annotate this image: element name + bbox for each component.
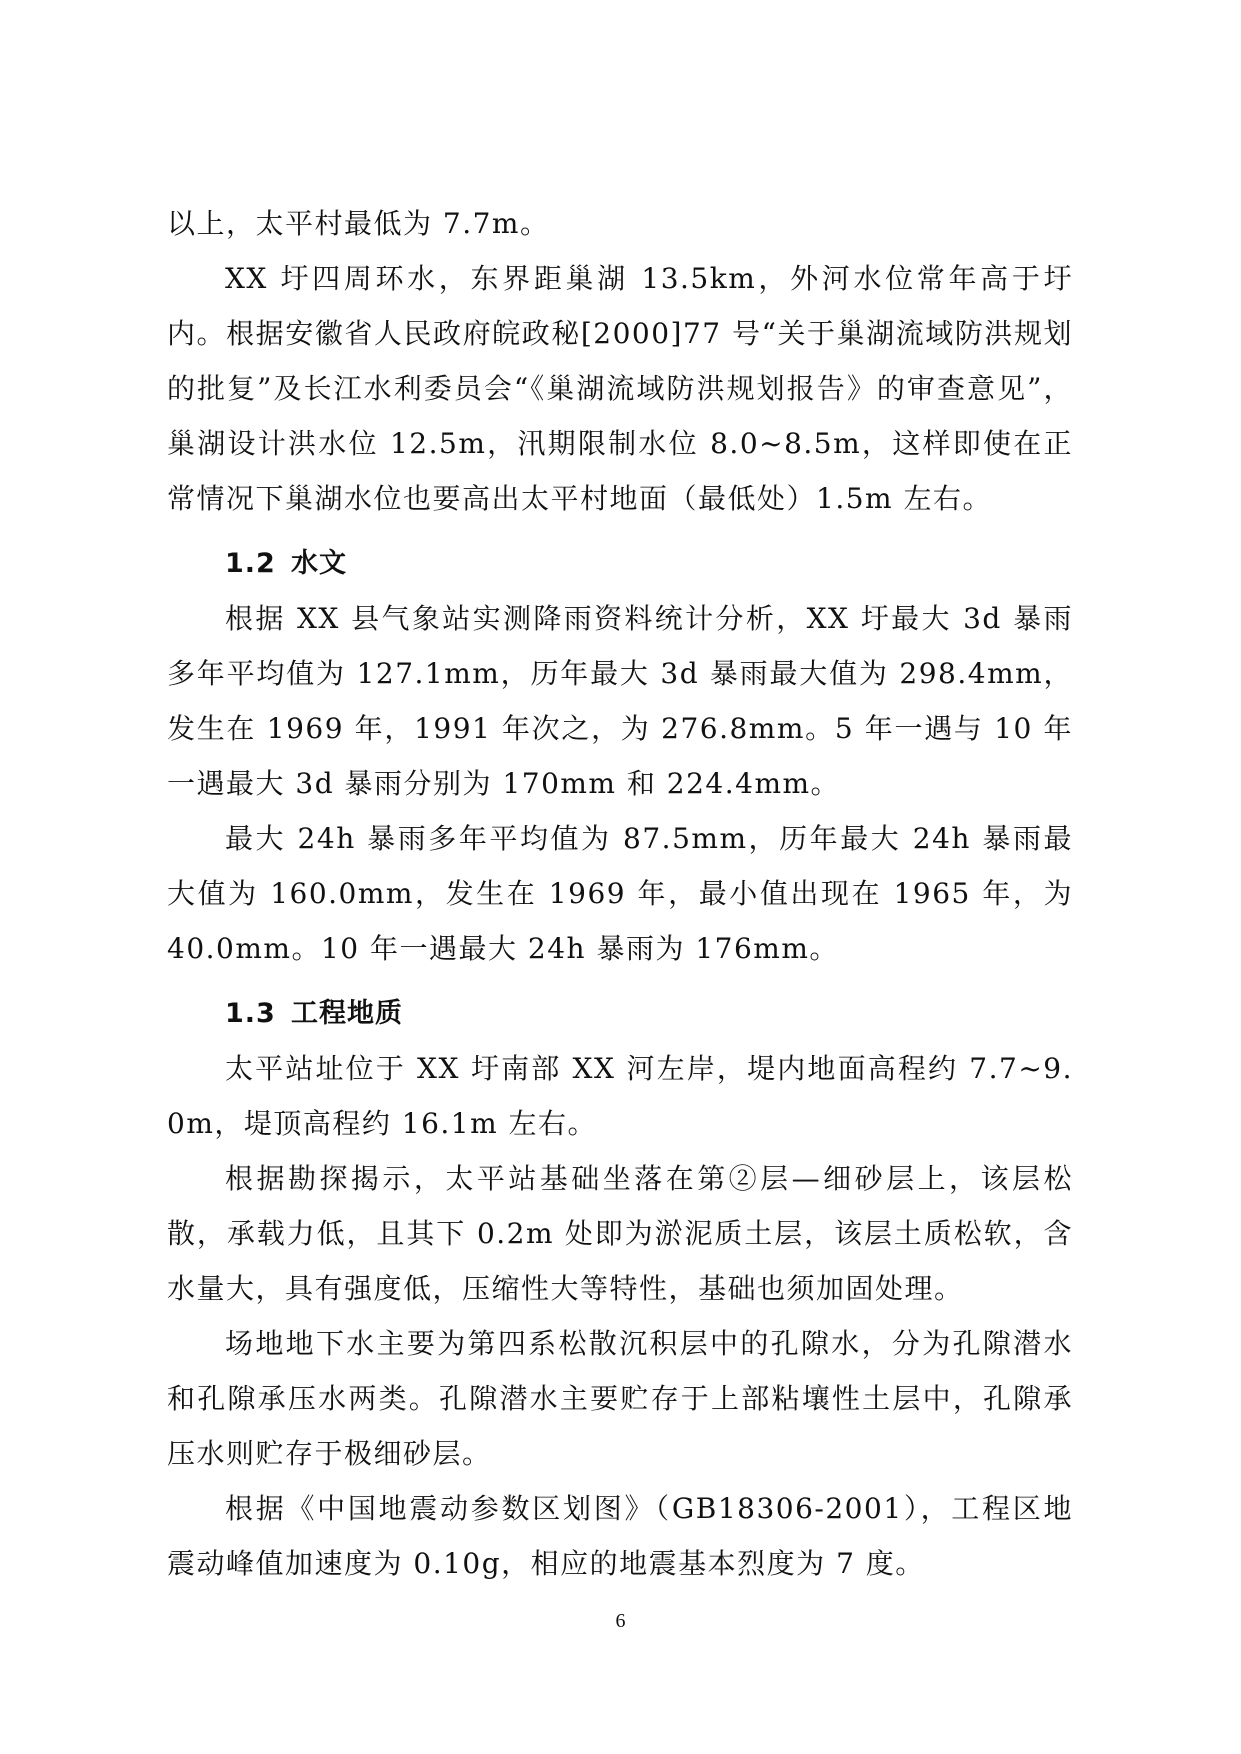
- geology-paragraph: 太平站址位于 XX 圩南部 XX 河左岸，堤内地面高程约 7.7~9.0m，堤顶高程约 16.1m 左右。: [167, 1052, 1073, 1140]
- page-number: 6: [615, 1610, 626, 1632]
- geology-paragraph: 根据《中国地震动参数区划图》（GB18306-2001），工程区地震动峰值加速度为 0.10g，相应的地震基本烈度为 7 度。: [167, 1492, 1073, 1580]
- section-heading-hydrology: [167, 536, 1073, 591]
- section-heading-geology: [167, 986, 1073, 1041]
- geology-paragraph: 场地地下水主要为第四系松散沉积层中的孔隙水，分为孔隙潜水和孔隙承压水两类。孔隙潜水主要贮存于上部粘壤性土层中，孔隙承压水则贮存于极细砂层。: [167, 1327, 1073, 1470]
- hydrology-paragraph: 根据 XX 县气象站实测降雨资料统计分析，XX 圩最大 3d 暴雨多年平均值为 127.1mm，历年最大 3d 暴雨最大值为 298.4mm，发生在 1969 年，1991 年次之，为 276.8mm。5 年一遇与 10 年一遇最大 3d 暴雨分别为 170mm 和 224.4mm。: [167, 602, 1073, 800]
- section-number: 1.3: [225, 998, 276, 1029]
- section-number: 1.2: [225, 548, 276, 579]
- section-title: 工程地质: [291, 998, 403, 1029]
- page-content: [167, 196, 1073, 1591]
- intro-paragraph: XX 圩四周环水，东界距巢湖 13.5km，外河水位常年高于圩内。根据安徽省人民政府皖政秘[2000]77 号“关于巢湖流域防洪规划的批复”及长江水利委员会“《巢湖流域防洪规划报告》的审查意见”，巢湖设计洪水位 12.5m，汛期限制水位 8.0~8.5m，这样即使在正常情况下巢湖水位也要高出太平村地面（最低处）1.5m 左右。: [167, 262, 1073, 515]
- hydrology-paragraph: 最大 24h 暴雨多年平均值为 87.5mm，历年最大 24h 暴雨最大值为 160.0mm，发生在 1969 年，最小值出现在 1965 年，为 40.0mm。10 年一遇最大 24h 暴雨为 176mm。: [167, 822, 1073, 965]
- section-title: 水文: [291, 548, 347, 579]
- geology-paragraph: 根据勘探揭示，太平站基础坐落在第②层—细砂层上，该层松散，承载力低，且其下 0.2m 处即为淤泥质土层，该层土质松软，含水量大，具有强度低，压缩性大等特性，基础也须加固处理。: [167, 1162, 1073, 1305]
- intro-continuation: 以上，太平村最低为 7.7m。: [167, 207, 550, 240]
